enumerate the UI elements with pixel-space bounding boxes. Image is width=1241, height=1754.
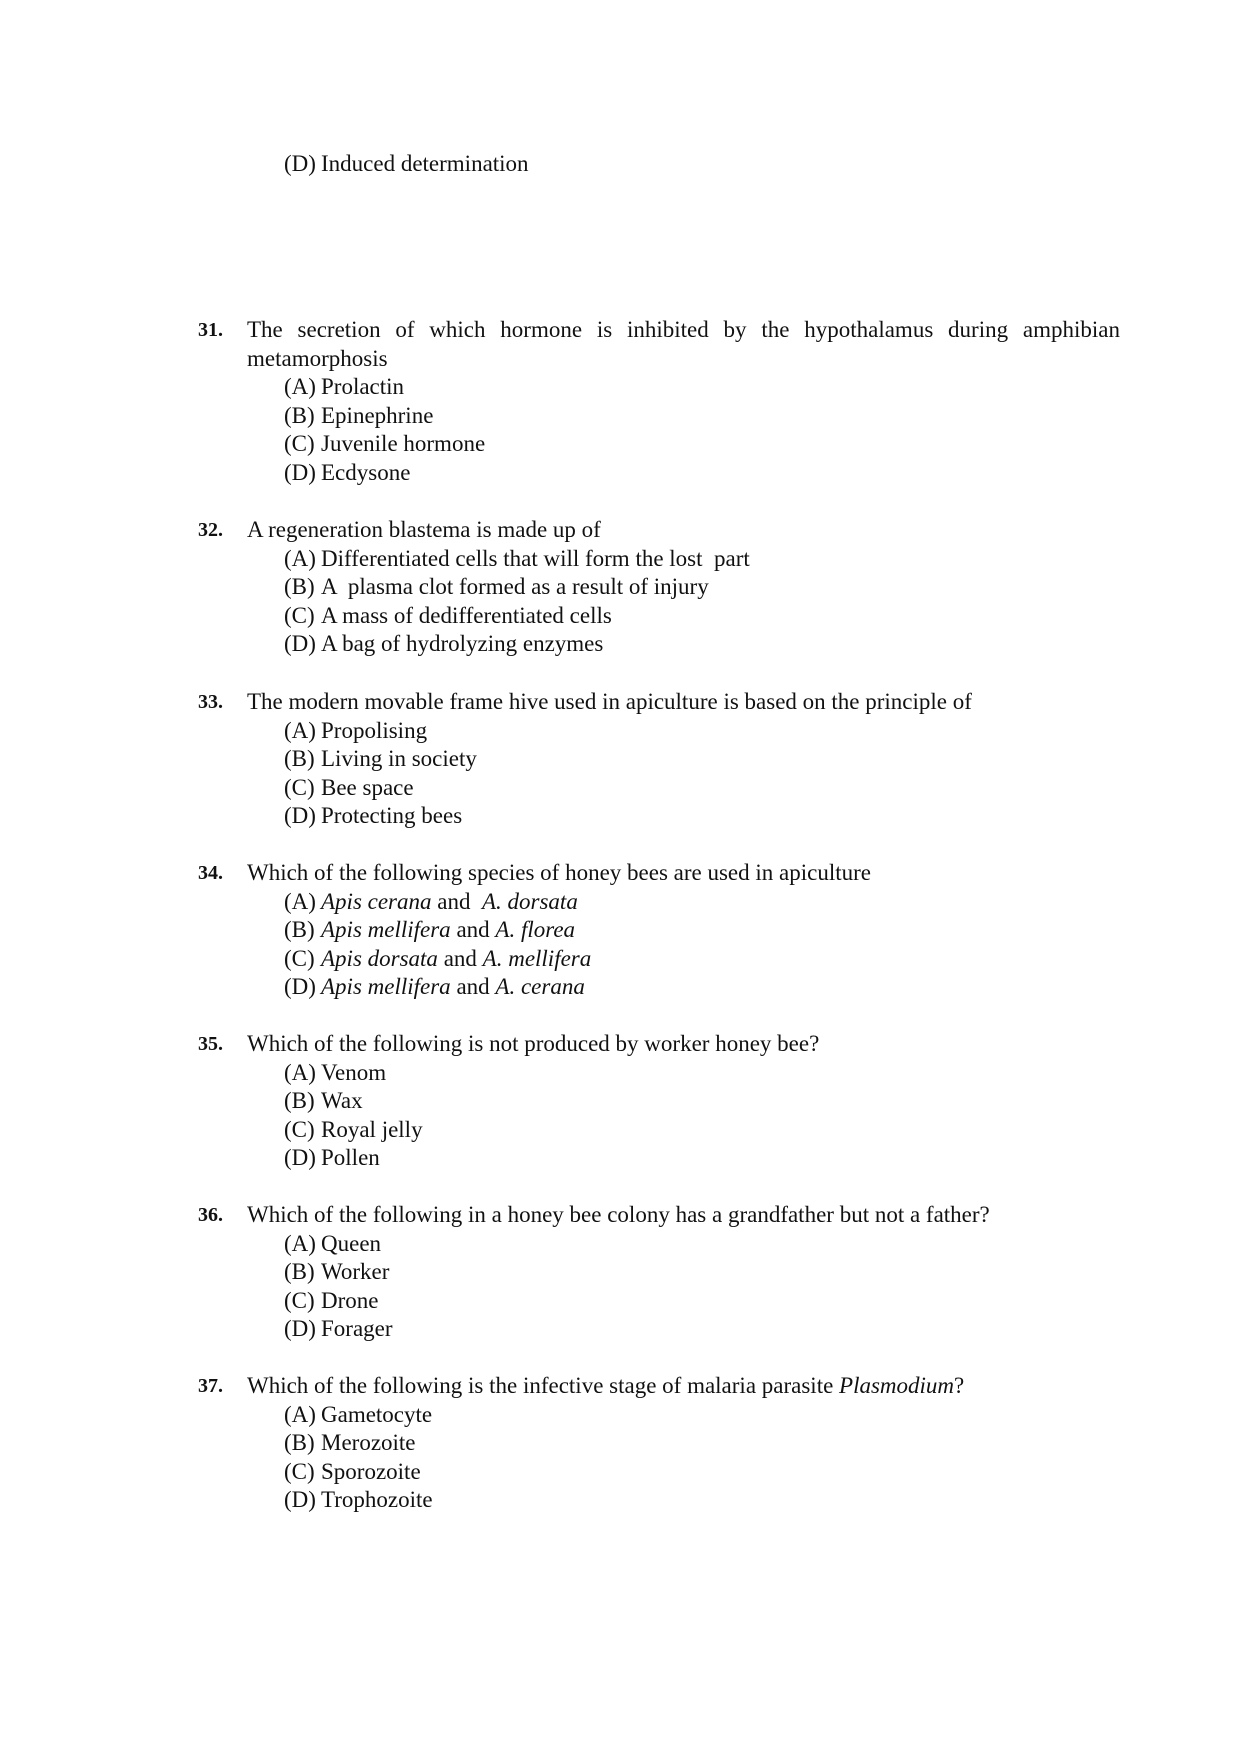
option-b: [284, 573, 1120, 602]
option-letter: (C): [284, 945, 315, 971]
option-carry-d: [284, 150, 529, 179]
options-list: [284, 1401, 1120, 1515]
option-text: Bee space: [321, 774, 414, 800]
option-b: [284, 1087, 1120, 1116]
options-list: [284, 545, 1120, 659]
option-text: Living in society: [321, 746, 477, 772]
option-c: [284, 602, 1120, 631]
question-36: [198, 1201, 1120, 1344]
conjunction: and: [450, 917, 496, 943]
question-text: Which of the following species of honey bees are used in apiculture: [247, 860, 871, 885]
question-text: Which of the following in a honey bee colony has a grandfather but not a father?: [247, 1202, 990, 1227]
question-text: A regeneration blastema is made up of: [247, 517, 601, 542]
option-text: Trophozoite: [321, 1487, 433, 1513]
species-name: Apis cerana: [321, 888, 432, 914]
option-c: [284, 1116, 1120, 1145]
option-letter: (D): [284, 1316, 316, 1342]
option-text: Venom: [321, 1059, 387, 1085]
option-text: Forager: [321, 1316, 393, 1342]
option-a: [284, 1059, 1120, 1088]
question-text: The modern movable frame hive used in apiculture is based on the principle of: [247, 689, 972, 714]
option-d: [284, 459, 1120, 488]
question-32: [198, 516, 1120, 659]
species-name: A. mellifera: [482, 945, 592, 971]
option-letter: (C): [284, 1116, 315, 1142]
option-letter: (C): [284, 1458, 315, 1484]
question-number: 33.: [198, 691, 223, 713]
option-text: Propolising: [321, 717, 428, 743]
option-a: [284, 888, 1120, 917]
option-letter: (B): [284, 746, 315, 772]
question-33: [198, 688, 1120, 831]
option-letter: (A): [284, 1059, 316, 1085]
option-a: [284, 373, 1120, 402]
species-name: A. dorsata: [481, 888, 578, 914]
option-c: [284, 1458, 1120, 1487]
option-c: [284, 774, 1120, 803]
option-letter: (D): [284, 151, 316, 176]
conjunction: and: [431, 888, 482, 914]
genus-name: Plasmodium: [839, 1373, 955, 1398]
species-name: A. florea: [495, 917, 576, 943]
option-d: [284, 630, 1120, 659]
option-letter: (B): [284, 1430, 315, 1456]
option-letter: (B): [284, 402, 315, 428]
option-text: Epinephrine: [321, 402, 434, 428]
option-text: Queen: [321, 1230, 382, 1256]
option-text: Pollen: [321, 1145, 380, 1171]
option-letter: (B): [284, 1259, 315, 1285]
option-b: [284, 916, 1120, 945]
species-name: Apis mellifera: [321, 917, 451, 943]
option-b: [284, 1258, 1120, 1287]
option-text: Sporozoite: [321, 1458, 421, 1484]
option-text: A mass of dedifferentiated cells: [321, 602, 612, 628]
question-number: 36.: [198, 1204, 223, 1226]
option-text: Protecting bees: [321, 803, 463, 829]
option-letter: (D): [284, 459, 316, 485]
option-letter: (A): [284, 1401, 316, 1427]
option-letter: (D): [284, 974, 316, 1000]
option-c: [284, 430, 1120, 459]
option-c: [284, 1287, 1120, 1316]
options-list: [284, 1059, 1120, 1173]
option-letter: (C): [284, 602, 315, 628]
option-letter: (B): [284, 1088, 315, 1114]
question-number: 31.: [198, 319, 223, 341]
question-text-part: Which of the following is the infective stage of malaria parasite: [247, 1373, 840, 1398]
options-list: [284, 373, 1120, 487]
question-text: [247, 1372, 1120, 1401]
option-text: Prolactin: [321, 374, 405, 400]
option-a: [284, 545, 1120, 574]
option-c: [284, 945, 1120, 974]
options-list: [284, 888, 1120, 1002]
options-list: [284, 717, 1120, 831]
option-letter: (A): [284, 888, 316, 914]
option-letter: (D): [284, 1145, 316, 1171]
option-letter: (C): [284, 1287, 315, 1313]
option-a: [284, 717, 1120, 746]
option-a: [284, 1230, 1120, 1259]
option-letter: (B): [284, 917, 315, 943]
question-37: [198, 1372, 1120, 1515]
option-text: A bag of hydrolyzing enzymes: [321, 631, 604, 657]
question-34: [198, 859, 1120, 1002]
option-text: Gametocyte: [321, 1401, 433, 1427]
question-35: [198, 1030, 1120, 1173]
option-letter: (D): [284, 1487, 316, 1513]
option-text: Drone: [321, 1287, 379, 1313]
question-number: 35.: [198, 1033, 223, 1055]
question-number: 34.: [198, 862, 223, 884]
option-text: Differentiated cells that will form the lost part: [321, 545, 750, 571]
option-letter: (C): [284, 431, 315, 457]
option-d: [284, 1486, 1120, 1515]
option-letter: (A): [284, 1230, 316, 1256]
option-letter: (D): [284, 631, 316, 657]
option-b: [284, 745, 1120, 774]
option-d: [284, 1144, 1120, 1173]
species-name: A. cerana: [495, 974, 585, 1000]
species-name: Apis mellifera: [321, 974, 451, 1000]
question-text: Which of the following is not produced by worker honey bee?: [247, 1031, 820, 1056]
option-text: Royal jelly: [321, 1116, 423, 1142]
option-b: [284, 1429, 1120, 1458]
question-number: 32.: [198, 519, 223, 541]
option-b: [284, 402, 1120, 431]
option-letter: (A): [284, 374, 316, 400]
question-text: The secretion of which hormone is inhibited by the hypothalamus during amphibian metamorphosis: [247, 317, 1120, 371]
question-text-part: ?: [954, 1373, 965, 1398]
option-text: Juvenile hormone: [321, 431, 486, 457]
option-letter: (B): [284, 574, 315, 600]
option-text: Merozoite: [321, 1430, 416, 1456]
option-a: [284, 1401, 1120, 1430]
option-text: Wax: [321, 1088, 363, 1114]
option-letter: (A): [284, 717, 316, 743]
option-d: [284, 802, 1120, 831]
option-letter: (D): [284, 803, 316, 829]
option-d: [284, 1315, 1120, 1344]
option-text: Induced determination: [321, 151, 529, 176]
question-31: [198, 316, 1120, 488]
species-name: Apis dorsata: [321, 945, 438, 971]
option-text: A plasma clot formed as a result of injury: [321, 574, 709, 600]
option-text: Ecdysone: [321, 459, 411, 485]
option-letter: (A): [284, 545, 316, 571]
option-d: [284, 973, 1120, 1002]
conjunction: and: [450, 974, 496, 1000]
conjunction: and: [437, 945, 483, 971]
options-list: [284, 1230, 1120, 1344]
option-letter: (C): [284, 774, 315, 800]
option-text: Worker: [321, 1259, 390, 1285]
question-number: 37.: [198, 1375, 223, 1397]
